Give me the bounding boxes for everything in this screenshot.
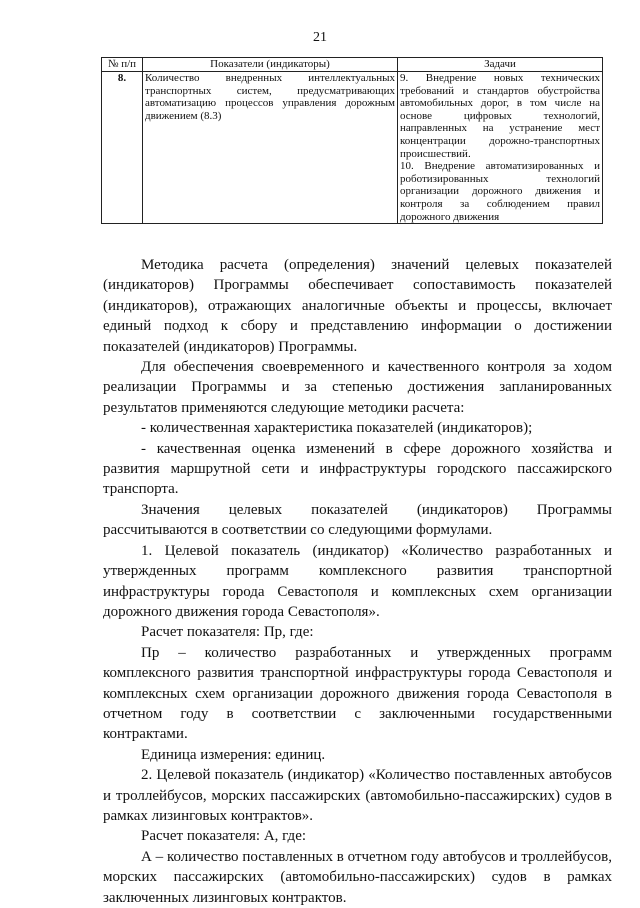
indicator-heading: 1. Целевой показатель (индикатор) «Количество разработанных и утвержденных программ комплексного развития транспортной инфраструктуры города Севастополя и комплексных схем организации дорожного движения города Севастополя». [103, 542, 612, 620]
table-row [102, 72, 603, 224]
methodology-text [103, 255, 612, 908]
indicator-heading: 2. Целевой показатель (индикатор) «Количество поставленных автобусов и троллейбусов, морских пассажирских (автомобильно-пассажирских) судов в рамках лизинговых контрактов». [103, 767, 612, 824]
task-item: 9. Внедрение новых технических требований и стандартов обустройства автомобильных дорог, в том числе на основе цифровых технологий, направленных на устранение мест концентрации дорожно-транспортных происшествий. [400, 72, 600, 160]
paragraph: Значения целевых показателей (индикаторов) Программы рассчитываются в соответствии со следующими формулами. [103, 501, 612, 539]
indicators-table [101, 57, 603, 224]
indicator-cell: Количество внедренных интеллектуальных транспортных систем, предусматривающих автоматизацию процессов управления дорожным движением (8.3) [143, 72, 398, 224]
formula-line: Расчет показателя: А, где: [141, 828, 307, 845]
column-header-number: № п/п [102, 58, 143, 72]
list-item: - качественная оценка изменений в сфере дорожного хозяйства и развития маршрутной сети и инфраструктуры городского пассажирского транспорта. [103, 440, 612, 498]
table-header-row [102, 58, 603, 72]
paragraph: Для обеспечения своевременного и качественного контроля за ходом реализации Программы и за степенью достижения запланированных результатов применяются следующие методики расчета: [103, 359, 612, 416]
task-item: 10. Внедрение автоматизированных и роботизированных технологий организации дорожного движения и контроля за соблюдением правил дорожного движения [400, 160, 600, 223]
unit-line: Единица измерения: единиц. [141, 746, 326, 763]
list-item: - количественная характеристика показателей (индикаторов); [141, 420, 533, 437]
page-number: 21 [313, 30, 327, 45]
formula-definition: А – количество поставленных в отчетном году автобусов и троллейбусов, морских пассажирских (автомобильно-пассажирских) судов в рамках заключенных лизинговых контрактов. [103, 848, 612, 906]
row-number-cell: 8. [102, 72, 143, 224]
tasks-cell [398, 72, 603, 224]
column-header-tasks: Задачи [398, 58, 603, 72]
column-header-indicators: Показатели (индикаторы) [143, 58, 398, 72]
formula-line: Расчет показателя: Пр, где: [141, 624, 314, 641]
paragraph: Методика расчета (определения) значений целевых показателей (индикаторов) Программы обеспечивает сопоставимость показателей (индикаторов), отражающих аналогичные объекты и процессы, включает единый подход к сбору и представлению информации о достижении показателей (индикаторов) Программы. [103, 257, 612, 355]
formula-definition: Пр – количество разработанных и утвержденных программ комплексного развития транспортной инфраструктуры города Севастополя и комплексных схем организации дорожного движения города Севастополя в отчетном году в соответствии с заключенными государственными контрактами. [103, 644, 612, 743]
